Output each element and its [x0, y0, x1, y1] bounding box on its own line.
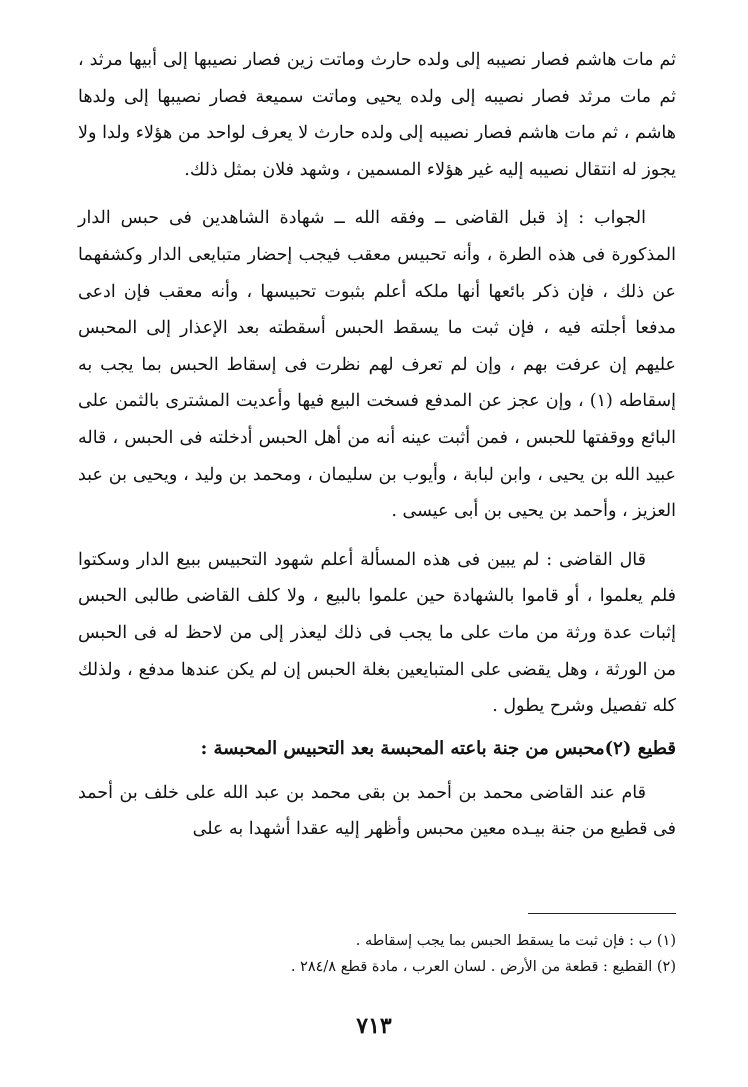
- page-body: [78, 42, 676, 848]
- page-number: ٧١٣: [356, 1013, 392, 1039]
- paragraph-judge-comment: قال القاضى : لم يبين فى هذه المسألة أعلم شهود التحبيس ببيع الدار وسكتوا فلم يعلموا ، أو قاموا بالشهادة حين علموا بالبيع ، ولا كلف القاضى طالبى الحبس إثبات عدة ورثة من مات على ما يجب فى ذلك ليعذر إلى من لاحظ له فى الحبس من الورثة ، وهل يقضى على المتبايعين بغلة الحبس إن لم يكن عندها مدفع ، ولذلك كله تفصيل وشرح يطول .: [78, 549, 676, 717]
- paragraph-case: قام عند القاضى محمد بن أحمد بن بقى محمد بن عبد الله على خلف بن أحمد فى قطيع من جنة بيـده معين محبس وأظهر إليه عقدا أشهدا به على: [78, 782, 676, 840]
- paragraph-answer: الجواب : إذ قبل القاضى ــ وفقه الله ــ شهادة الشاهدين فى حبس الدار المذكورة فى هذه الطرة ، وأنه تحبيس معقب فيجب إحضار متبايعى الدار وكشفهما عن ذلك ، فإن ذكر بائعها أنها ملكه أعلم بثبوت تحبيسها ، وأنه معقب فإن ادعى مدفعا أجلته فيه ، فإن ثبت ما يسقط الحبس أسقطته بعد الإعذار إلى المحبس عليهم إن عرفت بهم ، وإن لم تعرف لهم نظرت فى إسقاط الحبس بما يجب به إسقاطه (١) ، وإن عجز عن المدفع فسخت البيع فيها وأعديت المشترى بالثمن على البائع ووقفتها للحبس ، فمن أثبت عينه أنه من أهل الحبس أدخلته فى الحبس ، قاله عبيد الله بن يحيى ، وابن لبابة ، وأيوب بن سليمان ، ومحمد بن وليد ، ويحيى بن عبد العزيز ، وأحمد بن يحيى بن أبى عيسى .: [78, 208, 676, 522]
- footnote-2: (٢) القطيع : قطعة من الأرض . لسان العرب ، مادة قطع ٢٨٤/٨ .: [290, 959, 676, 975]
- footnote-divider: [528, 913, 676, 914]
- paragraph-continuation: ثم مات هاشم فصار نصيبه إلى ولده حارث وماتت زين فصار نصيبها إلى أبيها مرثد ، ثم مات مرثد فصار نصيبه إلى ولده يحيى وماتت سميعة فصار نصيبها إلى ولدها هاشم ، ثم مات هاشم فصار نصيبه إلى ولده حارث لا يعرف لواحد من هؤلاء ولدا ولا يجوز له انتقال نصيبه إليه غير هؤلاء المسمين ، وشهد فلان بمثل ذلك.: [78, 50, 676, 180]
- footnote-1: (١) ب : فإن ثبت ما يسقط الحبس بما يجب إسقاطه .: [355, 933, 676, 949]
- footnotes: [78, 928, 676, 980]
- section-heading: قطيع (٢)محبس من جنة باعته المحبسة بعد التحبيس المحبسة :: [200, 737, 676, 759]
